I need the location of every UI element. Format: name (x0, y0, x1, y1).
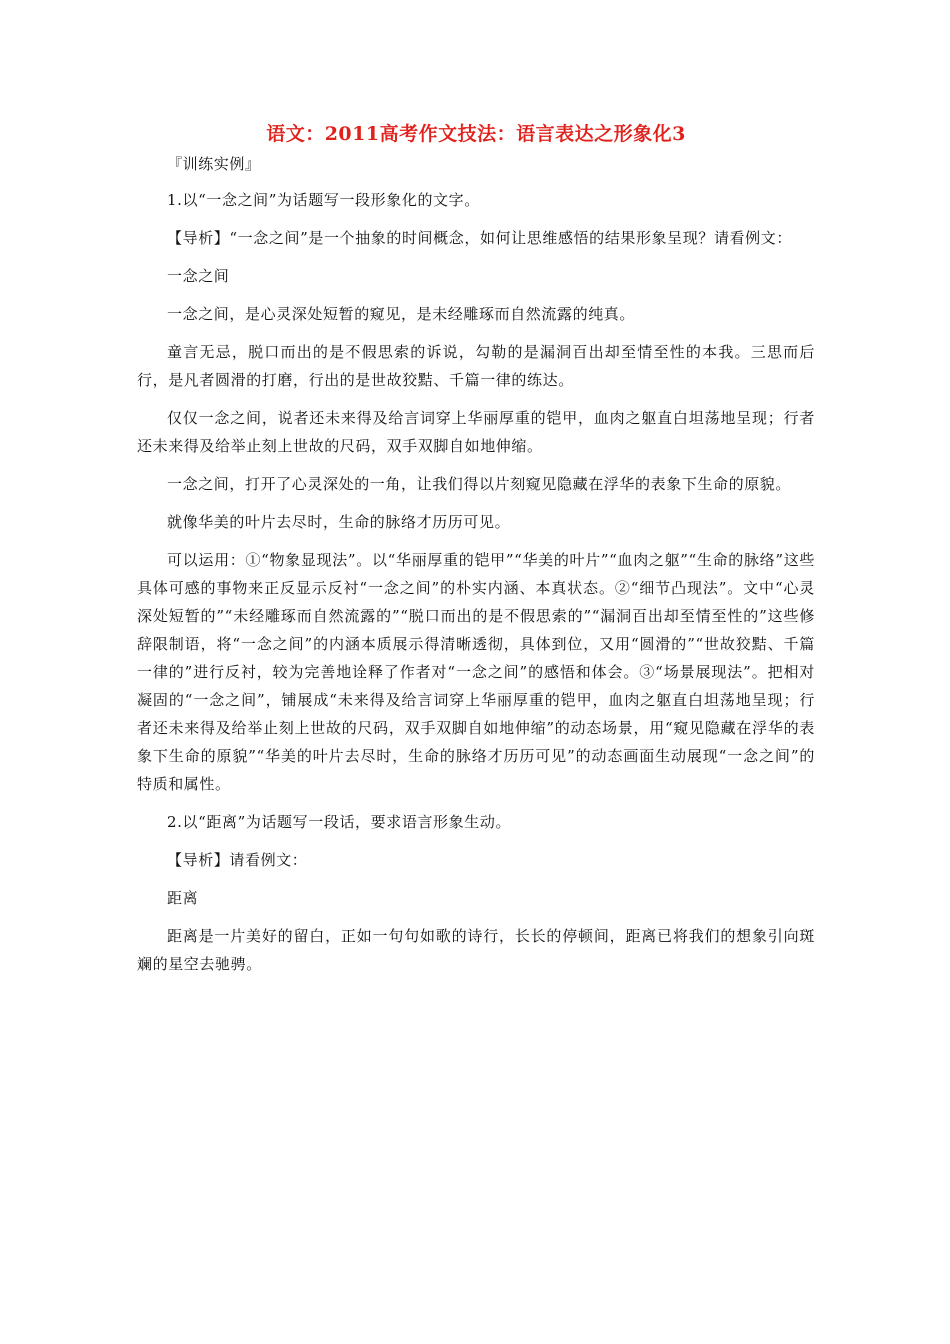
method-explanation: 可以运用：①“物象显现法”。以“华丽厚重的铠甲”“华美的叶片”“血肉之躯”“生命的脉络”这些具体可感的事物来正反显示反衬“一念之间”的朴实内涵、本真状态。②“细节凸现法”。文中“心灵深处短暂的”“未经雕琢而自然流露的”“脱口而出的是不假思索的”“漏洞百出却至情至性的”这些修辞限制语，将“一念之间”的内涵本质展示得清晰透彻，具体到位，又用“圆滑的”“世故狡黠、千篇一律的”进行反衬，较为完善地诠释了作者对“一念之间”的感悟和体会。③“场景展现法”。把相对凝固的“一念之间”，铺展成“未来得及给言词穿上华丽厚重的铠甲，血肉之躯直白坦荡地呈现；行者还未来得及给举止刻上世故的尺码，双手双脚自如地伸缩”的动态场景，用“窥见隐藏在浮华的表象下生命的原貌”“华美的叶片去尽时，生命的脉络才历历可见”的动态画面生动展现“一念之间”的特质和属性。 (137, 551, 815, 793)
paragraph: 就像华美的叶片去尽时，生命的脉络才历历可见。 (167, 513, 511, 531)
paragraph: 距离是一片美好的留白，正如一句句如歌的诗行，长长的停顿间，距离已将我们的想象引向斑斓的星空去驰骋。 (137, 927, 815, 973)
paragraph: 一念之间，打开了心灵深处的一角，让我们得以片刻窥见隐藏在浮华的表象下生命的原貌。 (167, 475, 792, 493)
example-title-2: 距离 (167, 889, 199, 907)
analysis-1: 【导析】“一念之间”是一个抽象的时间概念，如何让思维感悟的结果形象呈现？请看例文： (167, 229, 792, 247)
section-heading: 『训练实例』 (167, 155, 261, 173)
question-1: 1.以“一念之间”为话题写一段形象化的文字。 (167, 191, 480, 209)
document-page (137, 118, 815, 988)
document-title: 语文：2011高考作文技法：语言表达之形象化3 (266, 123, 686, 145)
paragraph: 一念之间，是心灵深处短暂的窥见，是未经雕琢而自然流露的纯真。 (167, 305, 636, 323)
paragraph: 童言无忌，脱口而出的是不假思索的诉说，勾勒的是漏洞百出却至情至性的本我。三思而后行，是凡者圆滑的打磨，行出的是世故狡黠、千篇一律的练达。 (137, 343, 815, 389)
paragraph: 仅仅一念之间，说者还未来得及给言词穿上华丽厚重的铠甲，血肉之躯直白坦荡地呈现；行者还未来得及给举止刻上世故的尺码，双手双脚自如地伸缩。 (137, 409, 815, 455)
example-title-1: 一念之间 (167, 267, 230, 285)
question-2: 2.以“距离”为话题写一段话，要求语言形象生动。 (167, 813, 512, 831)
analysis-2: 【导析】请看例文： (167, 851, 308, 869)
